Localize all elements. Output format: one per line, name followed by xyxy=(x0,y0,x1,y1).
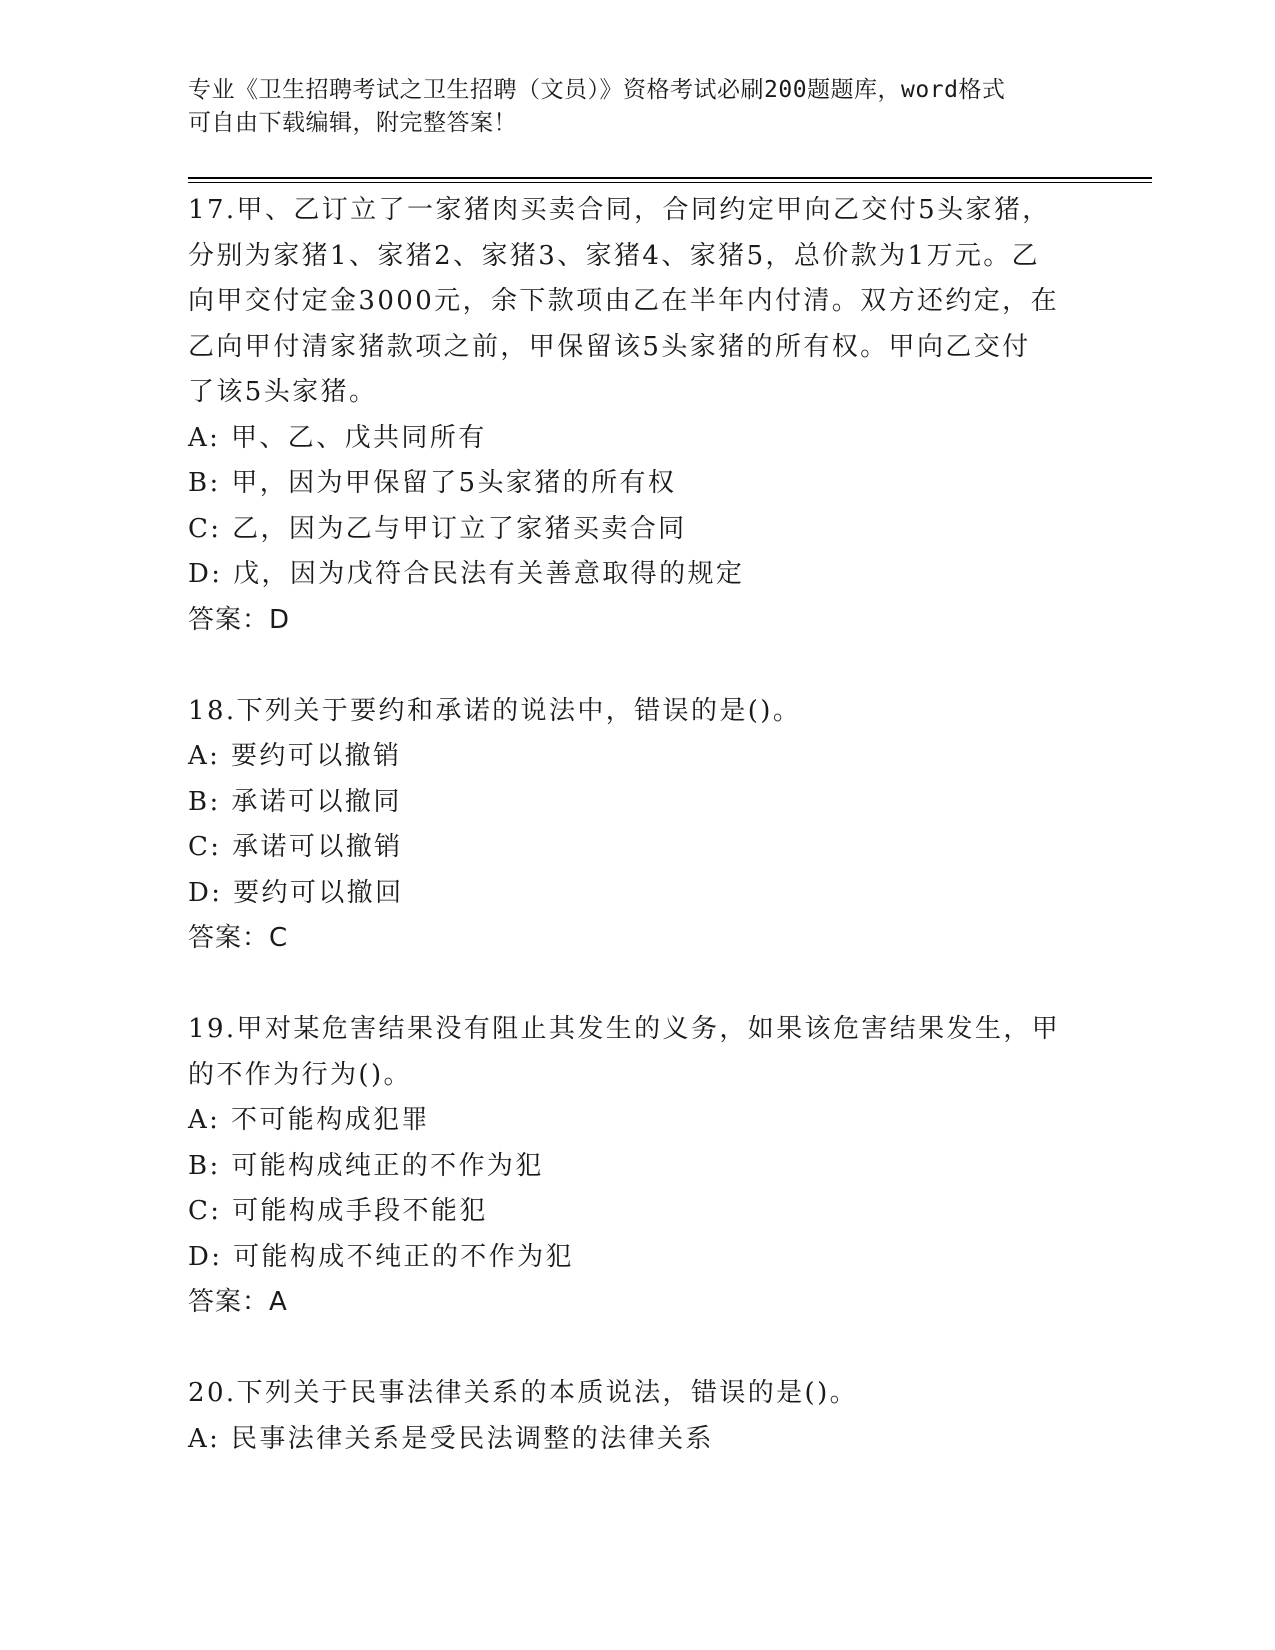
header-divider-thin xyxy=(188,182,1152,183)
question-text-line: 分别为家猪1、家猪2、家猪3、家猪4、家猪5，总价款为1万元。乙 xyxy=(188,240,1041,271)
answer-label: 答案：D xyxy=(188,604,291,635)
option-c: C: 乙，因为乙与甲订立了家猪买卖合同 xyxy=(188,513,687,544)
question-text-line: 的不作为行为()。 xyxy=(188,1059,412,1090)
question-19 xyxy=(188,1007,1088,1326)
header-divider-thick xyxy=(188,177,1152,179)
header-line-2: 可自由下载编辑，附完整答案！ xyxy=(188,110,517,136)
answer-label: 答案：A xyxy=(188,1287,288,1317)
option-c: C: 承诺可以撤销 xyxy=(188,832,403,862)
option-a: A: 甲、乙、戊共同所有 xyxy=(188,422,487,453)
question-18 xyxy=(188,689,1088,962)
question-text-line: 20.下列关于民事法律关系的本质说法，错误的是()。 xyxy=(188,1378,859,1408)
document-header xyxy=(188,74,1088,140)
question-list xyxy=(188,188,1088,1462)
question-text-line: 乙向甲付清家猪款项之前，甲保留该5头家猪的所有权。甲向乙交付 xyxy=(188,331,1031,362)
question-text-line: 18.下列关于要约和承诺的说法中，错误的是()。 xyxy=(188,695,802,726)
header-line-1: 专业《卫生招聘考试之卫生招聘（文员）》资格考试必刷200题题库，word格式 xyxy=(188,77,1006,103)
option-a: A: 不可能构成犯罪 xyxy=(188,1105,430,1135)
question-text-line: 了该5头家猪。 xyxy=(188,377,378,407)
question-20 xyxy=(188,1371,1088,1462)
option-b: B: 甲，因为甲保留了5头家猪的所有权 xyxy=(188,468,677,498)
option-a: A: 民事法律关系是受民法调整的法律关系 xyxy=(188,1423,714,1454)
option-a: A: 要约可以撤销 xyxy=(188,741,402,771)
option-b: B: 可能构成纯正的不作为犯 xyxy=(188,1150,544,1181)
question-17 xyxy=(188,188,1088,643)
answer-label: 答案：C xyxy=(188,923,289,953)
question-text-line: 17.甲、乙订立了一家猪肉买卖合同，合同约定甲向乙交付5头家猪， xyxy=(188,195,1051,225)
option-d: D: 可能构成不纯正的不作为犯 xyxy=(188,1241,574,1272)
option-d: D: 要约可以撤回 xyxy=(188,877,404,908)
question-text-line: 向甲交付定金3000元，余下款项由乙在半年内付清。双方还约定，在 xyxy=(188,286,1059,316)
option-c: C: 可能构成手段不能犯 xyxy=(188,1196,488,1226)
option-b: B: 承诺可以撤同 xyxy=(188,786,402,817)
option-d: D: 戊，因为戊符合民法有关善意取得的规定 xyxy=(188,559,745,589)
question-text-line: 19.甲对某危害结果没有阻止其发生的义务，如果该危害结果发生，甲 xyxy=(188,1014,1061,1044)
